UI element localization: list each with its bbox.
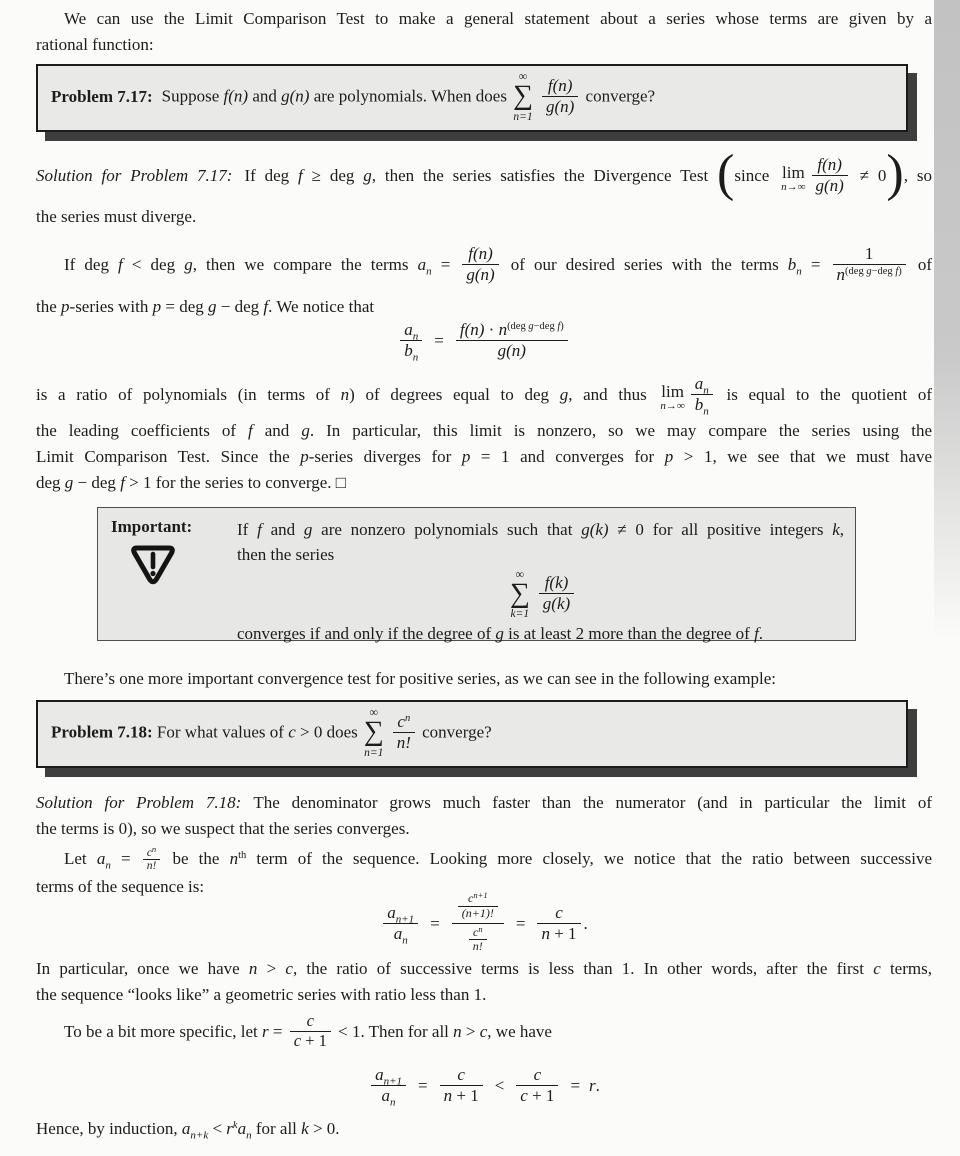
text-run: are polynomials. When does (309, 86, 507, 106)
text-run: converges if and only if the degree of (237, 624, 496, 643)
fraction (143, 844, 161, 872)
less-than-sign: < (494, 1076, 505, 1095)
text-line (36, 204, 932, 230)
fraction-numerator: $a_{n+1}$ (387, 903, 415, 926)
math-variable: n (340, 385, 350, 404)
text-run: = (110, 849, 141, 868)
sum-lower-limit: n=1 (513, 111, 533, 124)
fraction-denominator: $b_n$ (691, 394, 713, 415)
ratio-paragraph (36, 372, 932, 496)
text-run: terms of the sequence is: (36, 877, 205, 896)
solution-7-17 (36, 148, 932, 230)
text-line (36, 790, 932, 816)
text-line (237, 542, 844, 567)
fraction-numerator: 1 (864, 244, 874, 264)
fraction (516, 1065, 558, 1105)
text-run: < 1. Then for all (333, 1022, 454, 1041)
subscript: n (105, 859, 111, 872)
text-run: are nonzero polynomials such that (312, 520, 582, 539)
summation-symbol (364, 706, 384, 759)
math-variable: g(n) (281, 86, 310, 106)
important-label: Important: (111, 517, 193, 536)
math-variable: f (263, 297, 269, 316)
fraction (462, 244, 498, 284)
text-run: , and thus (568, 385, 658, 404)
fraction (456, 320, 568, 360)
subscript: n (426, 265, 432, 278)
text-run: ≠ 0 for all positive integers (608, 520, 833, 539)
math-variable: r (262, 1022, 269, 1041)
text-run: = (801, 255, 830, 274)
text-run: then the series (237, 545, 335, 564)
superscript: n (151, 844, 157, 854)
fraction: $\frac{c^n}{n!}$ (469, 926, 487, 955)
text-run: To be a bit more specific, let (64, 1022, 263, 1041)
specific-r-paragraph (36, 1010, 932, 1054)
fraction (537, 903, 580, 943)
text-run: = 1 and converges for (470, 447, 665, 466)
math-variable: k (832, 520, 840, 539)
fraction-numerator: f(n) (817, 155, 842, 175)
sum-lower-limit: n=1 (364, 747, 384, 760)
important-content (237, 517, 844, 643)
math-variable: g (363, 166, 372, 185)
equals-sign: = (430, 914, 440, 933)
text-line (36, 236, 932, 294)
math-variable: g (64, 473, 74, 492)
solution-lead: Solution for Problem 7.17: (36, 166, 233, 185)
text-line (36, 844, 932, 874)
fraction-denominator: $b_n$ (400, 340, 422, 361)
text-run: = deg (161, 297, 209, 316)
fraction-denominator: g(k) (539, 593, 574, 614)
fraction-numerator: c (533, 1065, 542, 1085)
text-run: . (758, 624, 764, 643)
text-run: > 1, we see that we must have (673, 447, 932, 466)
math-variable: r (589, 1076, 596, 1095)
text-run: . In particular, this limit is nonzero, so we may compare the series using the (309, 421, 932, 440)
text-run: rational function: (36, 35, 154, 54)
text-run: Hence, by induction, (36, 1119, 182, 1138)
math-variable: p (300, 447, 309, 466)
intro-paragraph (36, 6, 932, 58)
text-run: , then we compare the terms (192, 255, 418, 274)
text-run: the (36, 297, 62, 316)
text-run: ) of degrees equal to deg (349, 385, 560, 404)
fraction (542, 76, 578, 116)
text-run: converge? (422, 722, 492, 742)
math-variable: f(n) (223, 86, 249, 106)
math-variable: a (237, 1119, 247, 1138)
big-left-paren: ( (717, 148, 735, 203)
fraction-denominator: g(n) (542, 96, 578, 117)
text-line (36, 32, 932, 58)
fraction (393, 712, 415, 752)
fraction (400, 320, 422, 363)
compare-terms-paragraph (36, 236, 932, 320)
text-run: since (734, 166, 779, 185)
math-variable: f (118, 255, 123, 274)
text-run: . We notice that (268, 297, 375, 316)
text-run: terms, (880, 959, 932, 978)
math-variable: p (152, 297, 162, 316)
sigma-glyph: ∑ (512, 80, 533, 112)
math-variable: f (298, 166, 303, 185)
text-run: and (248, 86, 282, 106)
fraction-numerator: c (555, 903, 563, 923)
equals-sign: = (570, 1076, 581, 1095)
text-run: > (461, 1022, 480, 1041)
fraction-denominator: c + 1 (516, 1085, 558, 1106)
superscript: n (478, 923, 483, 934)
text-run: is at least 2 more than the degree of (503, 624, 755, 643)
big-right-paren: ) (886, 148, 904, 203)
math-variable: f (257, 520, 262, 539)
text-run: Suppose (161, 86, 224, 106)
warning-icon (129, 543, 225, 592)
math-variable: g (559, 385, 569, 404)
fraction-numerator: f(n) (547, 75, 573, 95)
text-run: For what values of (152, 722, 289, 742)
equals-sign: = (434, 331, 444, 350)
text-run: , the ratio of successive terms is less than 1. In other words, after the first (292, 959, 874, 978)
math-variable: f (120, 473, 125, 492)
text-run: = (431, 255, 460, 274)
math-variable: p (461, 447, 471, 466)
fraction-denominator: g(n) (456, 340, 568, 361)
math-variable: g (495, 624, 504, 643)
page-edge-shading (934, 0, 960, 640)
fraction-denominator: n! (393, 732, 415, 753)
problem-7-17-box (36, 64, 908, 132)
text-run: is equal to the quotient of (715, 385, 932, 404)
text-run: > 1 for the series to converge. (124, 473, 336, 492)
fraction (812, 155, 848, 195)
text-line (36, 956, 932, 982)
text-run: the series must diverge. (36, 207, 197, 226)
text-run: the terms is 0), so we suspect that the series converges. (36, 819, 410, 838)
text-run: . (583, 914, 588, 933)
text-run: , so (903, 166, 932, 185)
qed-square: □ (335, 473, 347, 492)
text-run: If deg (244, 166, 299, 185)
limit-operator: lim n→∞ (781, 163, 806, 194)
fraction (691, 374, 713, 417)
fraction-denominator: g(n) (812, 175, 848, 196)
fraction-numerator: f(n) (468, 244, 493, 264)
fraction-numerator (452, 890, 504, 923)
problem-7-17-content (51, 71, 893, 124)
display-equation-an-bn (36, 314, 932, 368)
fraction-numerator: $c^n$ (146, 844, 157, 859)
fraction (371, 1065, 406, 1108)
fraction-denominator: c + 1 (290, 1031, 331, 1051)
equals-sign: = (515, 914, 526, 933)
text-run: of our desired series with the terms (501, 255, 788, 274)
superscript: n+1 (473, 890, 488, 900)
summation-symbol (510, 568, 530, 621)
display-equation-r-bound (36, 1058, 932, 1114)
fraction (833, 244, 906, 284)
solution-lead: Solution for Problem 7.18: (36, 793, 242, 812)
fraction-denominator: $a_n$ (371, 1085, 406, 1106)
fraction-numerator: $a_{n+1}$ (375, 1065, 403, 1088)
fraction-numerator: $f(n) \cdot n^{(deg g-deg f)}$ (459, 320, 564, 340)
math-variable: a (181, 1119, 191, 1138)
superscript: (deg g−deg f) (845, 265, 902, 277)
conclusion-line (36, 1116, 932, 1142)
sum-upper-limit: ∞ (369, 705, 378, 720)
subscript: n (246, 1129, 252, 1142)
superscript: th (238, 850, 247, 861)
text-run: In particular, once we have (36, 959, 249, 978)
text-line (36, 816, 932, 842)
text-run: Limit Comparison Test. Since the (36, 447, 301, 466)
math-variable: n (229, 849, 239, 868)
text-run: = (268, 1022, 287, 1041)
fraction-denominator: $n^{(deg g-deg f)}$ (833, 264, 906, 285)
math-variable: f (754, 624, 759, 643)
math-variable: c (479, 1022, 488, 1041)
text-run: is a ratio of polynomials (in terms of (36, 385, 341, 404)
fraction (440, 1065, 483, 1105)
equals-sign: = (418, 1076, 428, 1095)
text-line (237, 621, 844, 646)
text-run: The denominator grows much faster than the numerator (and in particular the limit of (253, 793, 932, 812)
text-run: ≥ deg (302, 166, 364, 185)
fraction-denominator: n + 1 (537, 923, 580, 944)
text-run: < (208, 1119, 227, 1138)
text-line (36, 372, 932, 418)
nested-fraction (452, 890, 504, 956)
problem-7-18-content (51, 707, 893, 760)
text-line (36, 470, 932, 496)
sum-upper-limit: ∞ (515, 566, 525, 581)
display-equation-ratio (36, 892, 932, 956)
text-run: converge? (585, 86, 656, 106)
superscript: k (232, 1120, 238, 1131)
text-run: deg (36, 473, 65, 492)
fraction (290, 1012, 331, 1051)
text-run: − deg (73, 473, 121, 492)
important-formula (237, 567, 844, 621)
superscript: n (404, 712, 411, 724)
text-line (237, 517, 844, 542)
math-variable: p (664, 447, 674, 466)
fraction-denominator: $a_n$ (383, 923, 418, 944)
math-variable: c (285, 959, 293, 978)
text-run: for all (251, 1119, 302, 1138)
text-line (36, 6, 932, 32)
sigma-glyph: ∑ (509, 577, 530, 609)
fraction-denominator: g(n) (462, 264, 498, 285)
math-variable: c (288, 722, 296, 742)
fraction (539, 573, 574, 613)
text-run: , we have (487, 1022, 552, 1041)
text-run: > 0 does (295, 722, 358, 742)
important-label-column (111, 517, 225, 635)
text-line (36, 148, 932, 204)
math-variable: p (61, 297, 70, 316)
problem-label: Problem 7.18: (51, 722, 153, 742)
text-run: . (595, 1076, 600, 1095)
solution-7-18 (36, 790, 932, 842)
text-run: Let (64, 849, 97, 868)
text-line (36, 982, 932, 1008)
transition-paragraph (36, 666, 932, 692)
fraction-denominator: n! (143, 859, 161, 872)
math-variable: n (453, 1022, 462, 1041)
text-run: There’s one more important convergence test for positive series, as we can see in the following example: (64, 669, 777, 688)
text-run: , then the series satisfies the Divergence Test (371, 166, 718, 185)
fraction-numerator: $a_n$ (404, 320, 419, 343)
problem-7-18-box (36, 700, 908, 768)
text-run: the leading coefficients of (36, 421, 249, 440)
math-variable: g (208, 297, 217, 316)
text-run: > 0. (308, 1119, 340, 1138)
math-variable: r (226, 1119, 233, 1138)
math-variable: f (248, 421, 253, 440)
text-run: and (261, 520, 304, 539)
math-variable: g(k) (581, 520, 609, 539)
fraction-denominator (452, 923, 504, 957)
text-run: > (257, 959, 286, 978)
fraction: $\frac{c^{n+1}}{(n+1)!}$ (458, 892, 498, 921)
text-run: of (908, 255, 932, 274)
problem-label: Problem 7.17: (51, 86, 153, 106)
text-run: If deg (64, 255, 119, 274)
subscript: n+k (190, 1129, 209, 1142)
text-run: We can use the Limit Comparison Test to make a general statement about a series whose terms are given by a (64, 9, 932, 28)
text-run: If (237, 520, 258, 539)
fraction-denominator: n + 1 (440, 1085, 483, 1106)
math-variable: b (787, 255, 797, 274)
math-variable: c (873, 959, 881, 978)
text-line (36, 444, 932, 470)
text-run: the sequence “looks like” a geometric series with ratio less than 1. (36, 985, 487, 1004)
math-variable: n (248, 959, 258, 978)
text-run: -series with (69, 297, 153, 316)
math-variable: a (96, 849, 106, 868)
text-run: be the (162, 849, 230, 868)
math-variable: a (417, 255, 427, 274)
subscript: n (796, 265, 802, 278)
fraction-numerator: $a_n$ (694, 374, 709, 397)
math-variable: g (303, 520, 313, 539)
text-run: ≠ 0 (850, 166, 887, 185)
limit-operator: lim n→∞ (660, 382, 685, 413)
fraction-numerator: $c^n$ (397, 711, 411, 731)
math-variable: g (184, 255, 193, 274)
fraction (383, 903, 418, 946)
text-run: < deg (122, 255, 185, 274)
text-run: − deg (216, 297, 264, 316)
math-variable: k (301, 1119, 309, 1138)
text-run: -series diverges for (308, 447, 462, 466)
fraction-numerator: c (457, 1065, 465, 1085)
summation-symbol (513, 70, 533, 123)
math-variable: g (301, 421, 310, 440)
sum-lower-limit: k=1 (510, 608, 530, 621)
important-box (97, 507, 856, 641)
sigma-glyph: ∑ (363, 716, 384, 748)
fraction-numerator: c (306, 1010, 314, 1030)
text-run: term of the sequence. Looking more closely, we notice that the ratio between successive (246, 849, 932, 868)
text-run: and (252, 421, 302, 440)
superscript: (deg g−deg f) (507, 321, 564, 333)
geometric-comparison-paragraph (36, 956, 932, 1008)
text-line (36, 418, 932, 444)
sum-upper-limit: ∞ (518, 69, 528, 84)
fraction-numerator: f(k) (544, 573, 569, 593)
text-run: , (839, 520, 844, 539)
